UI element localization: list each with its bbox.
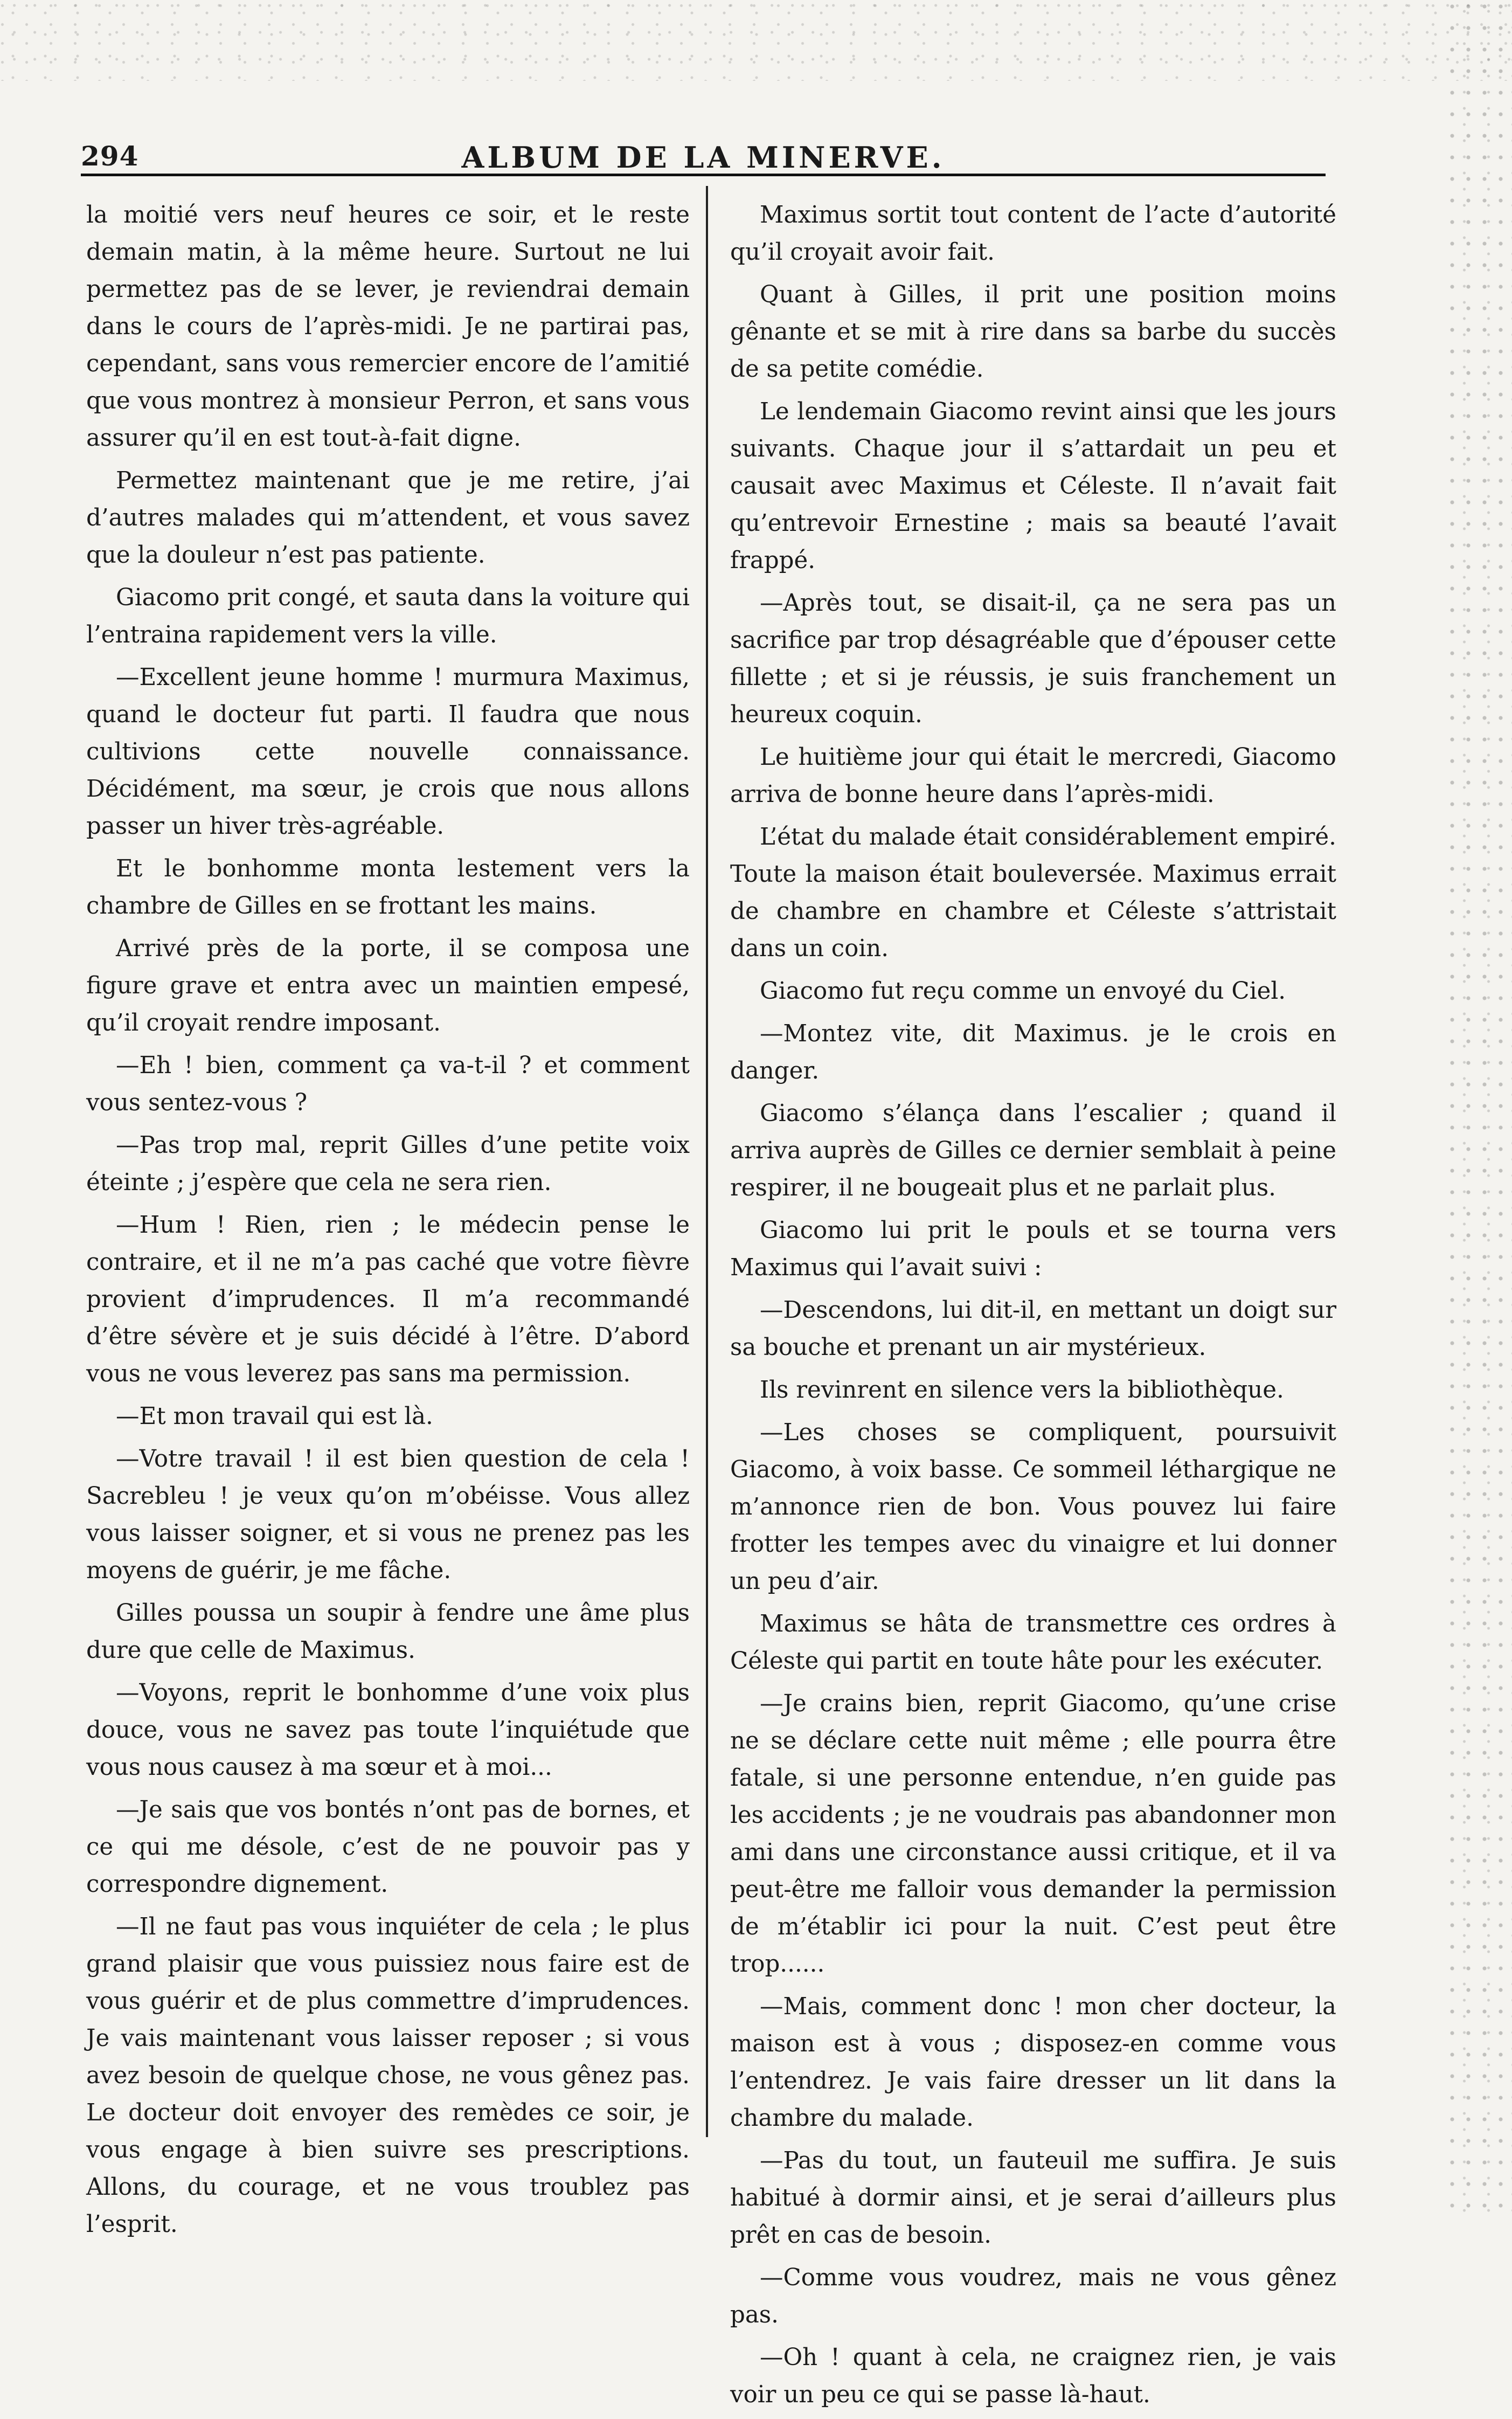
left-column (86, 197, 690, 2249)
paragraph: —Excellent jeune homme ! murmura Maximus, quand le docteur fut parti. Il faudra que nous cultivions cette nouvelle connaissance. Décidément, ma sœur, je crois que nous allons passer un hiver très-agréable. (86, 664, 690, 840)
right-column (730, 197, 1336, 2419)
paragraph: —Pas trop mal, reprit Gilles d’une petite voix éteinte ; j’espère que cela ne sera rien. (86, 1132, 690, 1196)
paragraph: Giacomo s’élança dans l’escalier ; quand il arriva auprès de Gilles ce dernier semblait à peine respirer, il ne bougeait plus et ne parlait plus. (730, 1100, 1336, 1201)
paragraph: L’état du malade était considérablement empiré. Toute la maison était bouleversée. Maximus errait de chambre en chambre et Céleste s’attristait dans un coin. (730, 824, 1336, 962)
paragraph: —Oh ! quant à cela, ne craignez rien, je vais voir un peu ce qui se passe là-haut. (730, 2344, 1336, 2408)
paragraph: Le lendemain Giacomo revint ainsi que les jours suivants. Chaque jour il s’attardait un peu et causait avec Maximus et Céleste. Il n’avait fait qu’entrevoir Ernestine ; mais sa beauté l’avait frappé. (730, 398, 1336, 574)
header-rule (81, 174, 1326, 176)
paragraph: —Je crains bien, reprit Giacomo, qu’une crise ne se déclare cette nuit même ; elle pourra être fatale, si une personne entendue, n’en guide pas les accidents ; je ne voudrais pas abandonner mon ami dans une circonstance aussi critique, et il va peut-être me falloir vous demander la permission de m’établir ici pour la nuit. C’est peut être trop...... (730, 1690, 1336, 1978)
page-header (81, 129, 1326, 178)
paragraph: —Et mon travail qui est là. (116, 1403, 433, 1430)
paragraph: —Voyons, reprit le bonhomme d’une voix plus douce, vous ne savez pas toute l’inquiétude que vous nous causez à ma sœur et à moi... (86, 1680, 690, 1781)
running-head: ALBUM DE LA MINERVE. (461, 140, 945, 175)
paragraph: —Eh ! bien, comment ça va-t-il ? et comment vous sentez-vous ? (86, 1052, 690, 1116)
paragraph: Ils revinrent en silence vers la bibliothèque. (760, 1377, 1284, 1404)
paragraph: —Je sais que vos bontés n’ont pas de bornes, et ce qui me désole, c’est de ne pouvoir pas y correspondre dignement. (86, 1796, 690, 1898)
paragraph: Et le bonhomme monta lestement vers la chambre de Gilles en se frottant les mains. (86, 855, 690, 920)
paragraph: —Montez vite, dit Maximus. je le crois en danger. (730, 1020, 1336, 1084)
page-number: 294 (81, 140, 139, 172)
paragraph: —Après tout, se disait-il, ça ne sera pas un sacrifice par trop désagréable que d’épouser cette fillette ; et si je réussis, je suis franchement un heureux coquin. (730, 590, 1336, 728)
paragraph: —Descendons, lui dit-il, en mettant un doigt sur sa bouche et prenant un air mystérieux. (730, 1297, 1336, 1361)
paragraph: Permettez maintenant que je me retire, j’ai d’autres malades qui m’attendent, et vous savez que la douleur n’est pas patiente. (86, 467, 690, 569)
scan-noise-top (0, 0, 1512, 81)
column-divider (706, 186, 708, 2137)
paragraph: —Mais, comment donc ! mon cher docteur, la maison est à vous ; disposez-en comme vous l’entendrez. Je vais faire dresser un lit dans la chambre du malade. (730, 1993, 1336, 2132)
paragraph: Maximus sortit tout content de l’acte d’autorité qu’il croyait avoir fait. (730, 202, 1336, 266)
paragraph: —Pas du tout, un fauteuil me suffira. Je suis habitué à dormir ainsi, et je serai d’ailleurs plus prêt en cas de besoin. (730, 2147, 1336, 2249)
paragraph: Maximus se hâta de transmettre ces ordres à Céleste qui partit en toute hâte pour les exécuter. (730, 1611, 1336, 1675)
paragraph: —Comme vous voudrez, mais ne vous gênez pas. (730, 2264, 1336, 2328)
paragraph: Quant à Gilles, il prit une position moins gênante et se mit à rire dans sa barbe du succès de sa petite comédie. (730, 281, 1336, 383)
paragraph: —Il ne faut pas vous inquiéter de cela ; le plus grand plaisir que vous puissiez nous faire est de vous guérir et de plus commettre d’imprudences. Je vais maintenant vous laisser reposer ; si vous avez besoin de quelque chose, ne vous gênez pas. Le docteur doit envoyer des remèdes ce soir, je vous engage à bien suivre ses prescriptions. Allons, du courage, et ne vous troublez pas l’esprit. (86, 1913, 690, 2238)
paragraph: —Hum ! Rien, rien ; le médecin pense le contraire, et il ne m’a pas caché que votre fièvre provient d’imprudences. Il m’a recommandé d’être sévère et je suis décidé à l’être. D’abord vous ne vous leverez pas sans ma permission. (86, 1212, 690, 1387)
paragraph: Gilles poussa un soupir à fendre une âme plus dure que celle de Maximus. (86, 1600, 690, 1664)
paragraph: —Votre travail ! il est bien question de cela ! Sacrebleu ! je veux qu’on m’obéisse. Vous allez vous laisser soigner, et si vous ne prenez pas les moyens de guérir, je me fâche. (86, 1446, 690, 1584)
paragraph: Giacomo fut reçu comme un envoyé du Ciel. (760, 978, 1286, 1005)
paragraph: Giacomo lui prit le pouls et se tourna vers Maximus qui l’avait suivi : (730, 1217, 1336, 1281)
paragraph: Arrivé près de la porte, il se composa une figure grave et entra avec un maintien empesé, qu’il croyait rendre imposant. (86, 935, 690, 1036)
paragraph: —Les choses se compliquent, poursuivit Giacomo, à voix basse. Ce sommeil léthargique ne m’annonce rien de bon. Vous pouvez lui faire frotter les tempes avec du vinaigre et lui donner un peu d’air. (730, 1419, 1336, 1595)
paragraph: Le huitième jour qui était le mercredi, Giacomo arriva de bonne heure dans l’après-midi. (730, 744, 1336, 808)
scan-noise-right (1447, 0, 1512, 2223)
paragraph: la moitié vers neuf heures ce soir, et le reste demain matin, à la même heure. Surtout ne lui permettez pas de se lever, je reviendrai demain dans le cours de l’après-midi. Je ne partirai pas, cependant, sans vous remercier encore de l’amitié que vous montrez à monsieur Perron, et sans vous assurer qu’il en est tout-à-fait digne. (86, 202, 690, 452)
paragraph: Giacomo prit congé, et sauta dans la voiture qui l’entraina rapidement vers la ville. (86, 584, 690, 648)
